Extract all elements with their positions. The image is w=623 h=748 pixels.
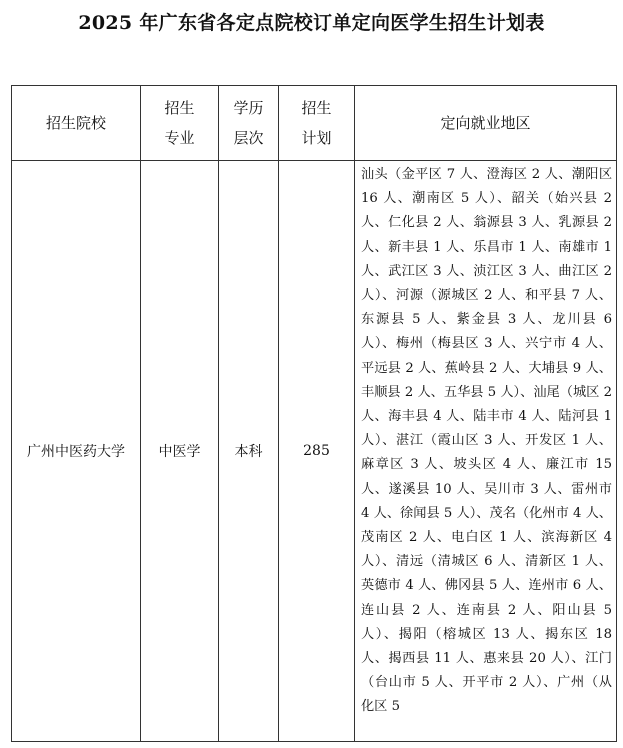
- header-plan: [279, 86, 355, 161]
- header-school-label: 招生院校: [45, 114, 106, 132]
- enrollment-plan-table: [11, 85, 617, 742]
- cell-school: 广州中医药大学: [12, 161, 141, 742]
- header-school: [12, 86, 141, 161]
- cell-major: 中医学: [141, 161, 219, 742]
- header-major-line1: 招生: [164, 99, 195, 117]
- table-header-row: [12, 86, 617, 161]
- header-level: [219, 86, 279, 161]
- page-title: 2025 年广东省各定点院校订单定向医学生招生计划表: [78, 12, 545, 34]
- header-plan-line1: 招生: [301, 99, 332, 117]
- header-region: [355, 86, 617, 161]
- cell-region: [355, 161, 617, 742]
- header-region-label: 定向就业地区: [440, 114, 531, 132]
- cell-plan: 285: [279, 161, 355, 742]
- cell-level: 本科: [219, 161, 279, 742]
- header-level-line2: 层次: [233, 129, 264, 147]
- header-plan-line2: 计划: [301, 129, 332, 147]
- table-row: [12, 161, 617, 742]
- region-allocation-text: 汕头（金平区 7 人、澄海区 2 人、潮阳区 16 人、潮南区 5 人）、韶关（始兴县 2 人、仁化县 2 人、翁源县 3 人、乳源县 2 人、新丰县 1 人、乐昌市 1 人、南雄市 1 人、武江区 3 人、浈江区 3 人、曲江区 2 人）、河源（源城区 2 人、和平县 7 人、东源县 5 人、紫金县 3 人、龙川县 6 人）、梅州（梅县区 3 人、兴宁市 4 人、平远县 2 人、蕉岭县 2 人、大埔县 9 人、丰顺县 2 人、五华县 5 人）、汕尾（城区 2 人、海丰县 4 人、陆丰市 4 人、陆河县 1 人）、湛江（霞山区 3 人、开发区 1 人、麻章区 3 人、坡头区 4 人、廉江市 15 人、遂溪县 10 人、吴川市 3 人、雷州市 4 人、徐闻县 5 人）、茂名（化州市 4 人、茂南区 2 人、电白区 1 人、滨海新区 4 人）、清远（清城区 6 人、清新区 1 人、英德市 4 人、佛冈县 5 人、连州市 6 人、连山县 2 人、连南县 2 人、阳山县 5 人）、揭阳（榕城区 13 人、揭东区 18 人、揭西县 11 人、惠来县 20 人）、江门（台山市 5 人、开平市 2 人）、广州（从化区 5: [361, 167, 612, 715]
- header-level-line1: 学历: [233, 99, 264, 117]
- header-major-line2: 专业: [164, 129, 195, 147]
- header-major: [141, 86, 219, 161]
